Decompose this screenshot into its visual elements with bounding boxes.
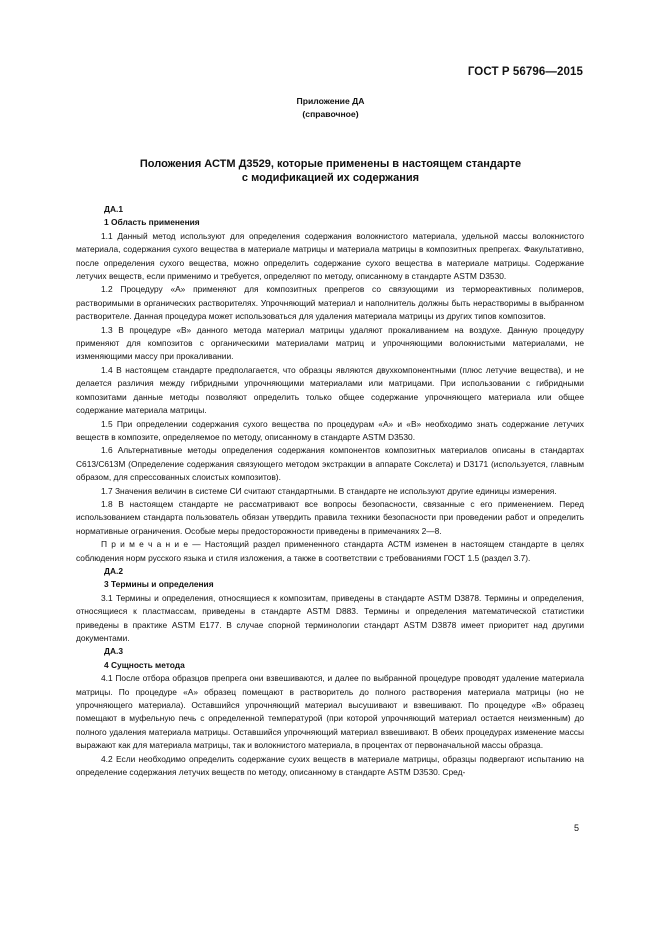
paragraph-1-6: 1.6 Альтернативные методы определения содержания компонентов композитных материалов описаны в стандартах C613/C613M (Определение содержания связующего методом экстракции в аппарате Сокслета) и D3171 (используется, главным образом, для спрессованных слоистых композитов). <box>76 445 584 483</box>
paragraph-1-7: 1.7 Значения величин в системе СИ считают стандартными. В стандарте не используют другие единицы измерения. <box>101 485 557 496</box>
document-title-line-2: с модификацией их содержания <box>241 172 420 184</box>
note-paragraph: П р и м е ч а н и е — Настоящий раздел примененного стандарта АСТМ изменен в настоящем стандарте в целях соблюдения норм русского языка и стиля изложения, а также в соответствии с требованиями ГОСТ 1.5 (раздел 3.7). <box>76 539 584 563</box>
paragraph-1-4: 1.4 В настоящем стандарте предполагается, что образцы являются двухкомпонентными (плюс летучие вещества), и не делается различия между гибридными упрочняющими материалами или матрицами. При использовании с гибридными композитами данные методы позволяют определить только общее содержание упрочняющего материала или общее содержание материала матрицы. <box>76 364 584 416</box>
appendix-title: Приложение ДА <box>296 96 365 106</box>
section-4-paragraphs <box>76 672 584 779</box>
appendix-heading <box>0 95 661 121</box>
section-heading-scope: 1 Область применения <box>104 217 200 228</box>
paragraph-1-5: 1.5 При определении содержания сухого вещества по процедурам «А» и «В» необходимо знать содержание летучих веществ в композите, определяемое по методу, описанному в стандарте ASTM D3530. <box>76 418 584 442</box>
paragraph-4-2: 4.2 Если необходимо определить содержание сухих веществ в материале матрицы, образцы подвергают испытанию на определение содержания летучих веществ по методу, описанному в стандарте ASTM D3530. Сред- <box>76 753 584 778</box>
section-1-paragraphs <box>76 230 584 565</box>
paragraph-3-1: 3.1 Термины и определения, относящиеся к композитам, приведены в стандарте ASTM D3878. Термины и определения, относящиеся к пластмассам, приведены в стандарте ASTM D883. Термины и определения математической статистики приведены в практике ASTM E177. В случае спорной терминологии стандарт ASTM D3878 имеет приоритет над другими документами. <box>76 592 584 643</box>
document-title-line-1: Положения АСТМ Д3529, которые применены в настоящем стандарте <box>139 158 522 170</box>
section-3-paragraphs <box>76 592 584 646</box>
section-heading-method: 4 Сущность метода <box>104 659 185 670</box>
paragraph-1-3: 1.3 В процедуре «В» данного метода материал матрицы удаляют прокаливанием на воздухе. Данную процедуру применяют для композитов с органическими материалами матриц и упрочняющими волокнистыми материалами, не изменяющими массу при прокаливании. <box>76 324 584 362</box>
document-title <box>0 157 661 185</box>
section-label-da3: ДА.3 <box>104 646 123 657</box>
document-body <box>76 203 584 779</box>
paragraph-1-8: 1.8 В настоящем стандарте не рассматривают все вопросы безопасности, связанные с его применением. Перед использованием стандарта пользователь обязан утвердить правила техники безопасности при проведении работ и определить нормативные ограничения. Особые меры предосторожности приведены в примечаниях 2—8. <box>76 498 584 536</box>
document-standard-number: ГОСТ Р 56796—2015 <box>467 66 583 78</box>
paragraph-4-1: 4.1 После отбора образцов препрега они взвешиваются, и далее по выбранной процедуре проводят удаление материала матрицы. По процедуре «А» образец помещают в растворитель до полного растворения материала матрицы (но не упрочняющего материала). Оставшийся упрочняющий материал высушивают и взвешивают. По процедуре «В» образец помещают в муфельную печь с определенной температурой (при которой упрочняющий материал остается неизменным) до полного удаления материала матрицы. Оставшийся упрочняющий материал взвешивают. В обеих процедурах изменение массы выражают как для материала матрицы, так и волокнистого материала, в процентах от первоначальной массы образца. <box>76 673 584 751</box>
paragraph-1-1: 1.1 Данный метод используют для определения содержания волокнистого материала, удельной массы волокнистого материала, содержания сухого вещества в материале матрицы и материала матрицы в композитных препрегах. Факультативно, после определения сухого вещества, можно определить содержание сухого вещества в материале матрицы. Содержание летучих веществ, если применимо и требуется, определяют по методу, описанному в стандарте ASTM D3530. <box>76 230 584 282</box>
section-label-da1: ДА.1 <box>104 204 123 214</box>
paragraph-1-2: 1.2 Процедуру «А» применяют для композитных препрегов со связующими из термореактивных полимеров, растворимыми в органических растворителях. Упрочняющий материал и наполнитель должны быть нерастворимы в выбранном растворителе. Данная процедура может использоваться для удаления материала матрицы из других типов композитов. <box>76 284 584 322</box>
page-number: 5 <box>573 823 579 833</box>
appendix-subtitle: (справочное) <box>302 109 359 119</box>
section-heading-terms: 3 Термины и определения <box>104 579 214 590</box>
section-label-da2: ДА.2 <box>104 565 123 576</box>
